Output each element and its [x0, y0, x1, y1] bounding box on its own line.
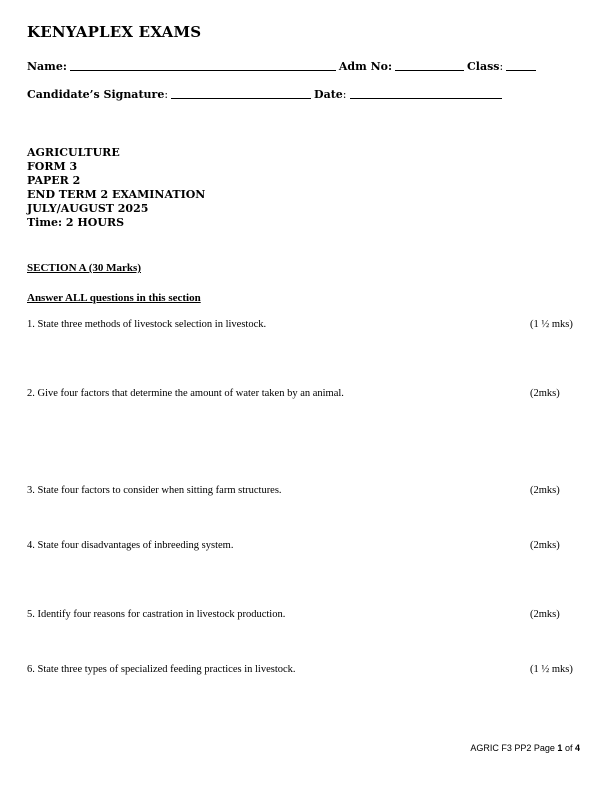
question-text: 3. State four factors to consider when sitting farm structures. [27, 485, 282, 496]
form: FORM 3 [27, 160, 78, 173]
school-title: KENYAPLEX EXAMS [27, 23, 202, 41]
class-colon: : [499, 60, 504, 73]
question-text: 1. State three methods of livestock selection in livestock. [27, 319, 267, 330]
question-marks: (2mks) [530, 540, 560, 551]
question-text: 4. State four disadvantages of inbreeding system. [27, 540, 234, 551]
question-marks: (1 ½ mks) [530, 664, 573, 675]
footer-code: AGRIC F3 PP2 Page [470, 743, 555, 753]
name-field[interactable] [70, 61, 336, 71]
signature-field[interactable] [171, 89, 311, 99]
paper: PAPER 2 [27, 174, 81, 187]
class-label: Class [467, 60, 500, 73]
footer-of: of [564, 743, 573, 753]
class-field[interactable] [506, 61, 536, 71]
student-details-row [27, 60, 539, 73]
adm-no-label: Adm No: [338, 60, 393, 73]
section-instructions: Answer ALL questions in this section [27, 292, 201, 304]
question-text: 5. Identify four reasons for castration in livestock production. [27, 609, 286, 620]
date-label: Date [314, 88, 343, 101]
page-footer [470, 743, 580, 753]
date-colon: : [342, 88, 347, 101]
exam-name: END TERM 2 EXAMINATION [27, 188, 206, 201]
signature-row [27, 88, 505, 101]
date-field[interactable] [350, 89, 502, 99]
question-text: 2. Give four factors that determine the amount of water taken by an animal. [27, 388, 344, 399]
question-marks: (2mks) [530, 609, 560, 620]
question-marks: (2mks) [530, 485, 560, 496]
signature-colon: : [164, 88, 169, 101]
exam-time: Time: 2 HOURS [27, 216, 125, 229]
question-marks: (2mks) [530, 388, 560, 399]
subject: AGRICULTURE [27, 146, 120, 159]
question-text: 6. State three types of specialized feeding practices in livestock. [27, 664, 296, 675]
exam-period: JULY/AUGUST 2025 [27, 202, 149, 215]
section-title: SECTION A (30 Marks) [27, 262, 141, 274]
signature-label: Candidate’s Signature [27, 88, 165, 101]
footer-page-number: 1 [557, 743, 563, 753]
footer-page-total: 4 [574, 743, 580, 753]
exam-info [27, 146, 205, 230]
question-marks: (1 ½ mks) [530, 319, 573, 330]
adm-no-field[interactable] [395, 61, 464, 71]
name-label: Name: [27, 60, 67, 73]
